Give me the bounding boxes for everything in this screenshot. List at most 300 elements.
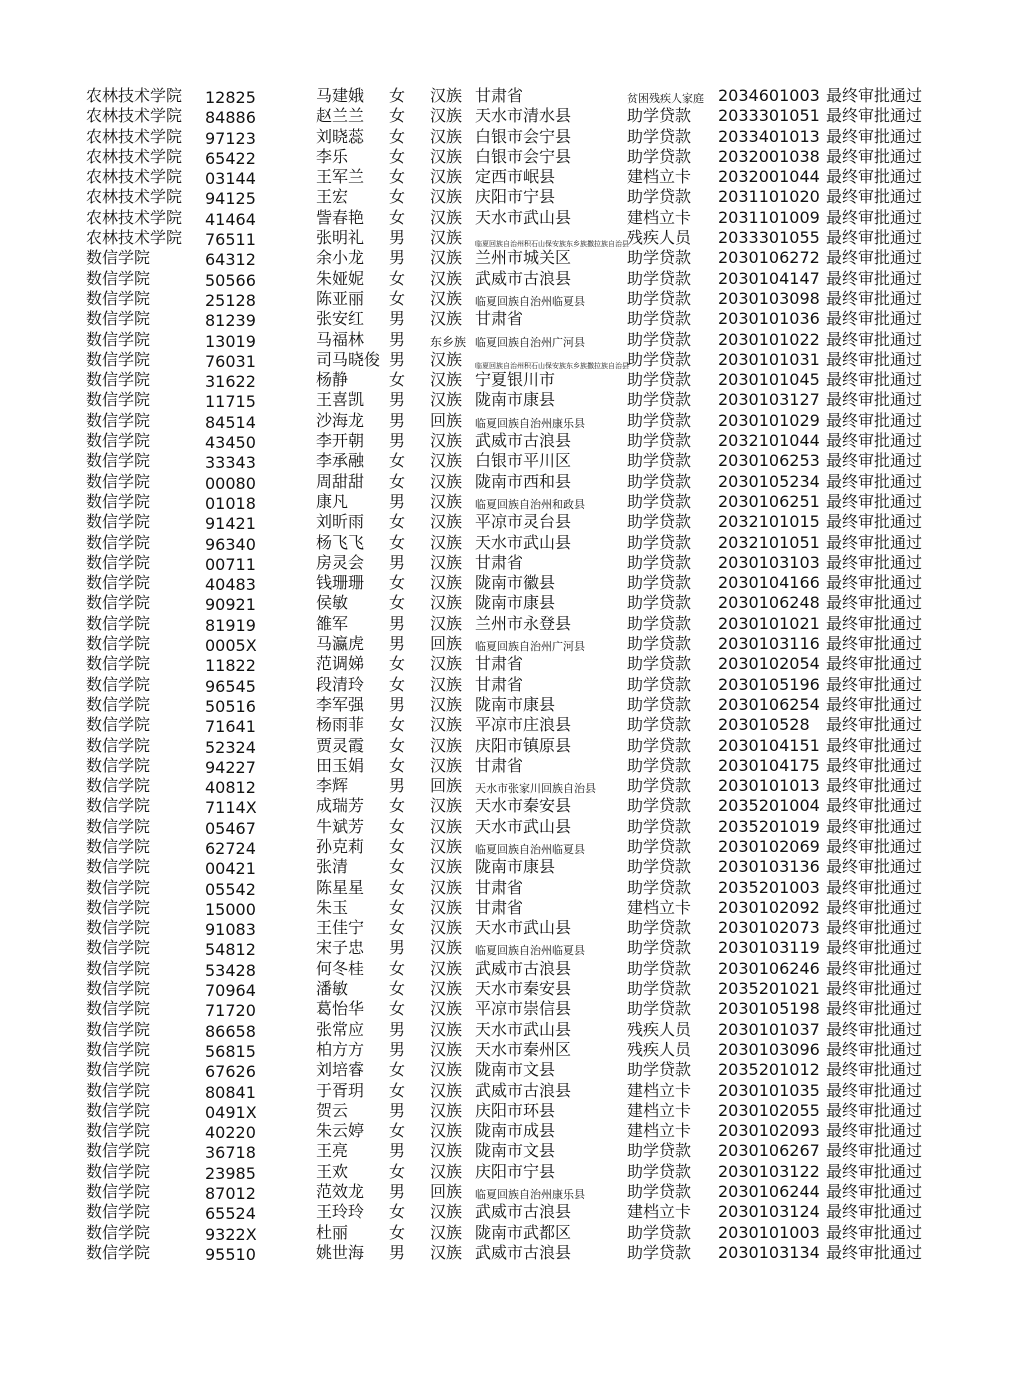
region-cell: 天水市武山县 xyxy=(475,532,572,552)
table-row xyxy=(86,1223,946,1243)
name-cell: 康凡 xyxy=(316,491,349,511)
table-row xyxy=(86,86,946,106)
name-cell: 潘敏 xyxy=(316,979,349,999)
student-id-cell: 41464 xyxy=(205,209,256,229)
gender-cell: 女 xyxy=(389,288,406,308)
ethnicity-cell: 汉族 xyxy=(430,755,463,775)
name-cell: 周甜甜 xyxy=(316,471,365,491)
region-cell: 武威市古浪县 xyxy=(475,958,572,978)
region-cell: 甘肃省 xyxy=(475,552,524,572)
status-cell: 最终审批通过 xyxy=(826,938,923,958)
ethnicity-cell: 汉族 xyxy=(430,918,463,938)
aid-type-cell: 助学贷款 xyxy=(627,979,692,999)
code-cell: 2030104151 xyxy=(718,735,820,755)
region-cell: 定西市岷县 xyxy=(475,167,556,187)
ethnicity-cell: 汉族 xyxy=(430,268,463,288)
college-cell: 数信学院 xyxy=(86,816,151,836)
region-cell: 临夏回族自治州广河县 xyxy=(475,640,585,654)
name-cell: 孙克莉 xyxy=(316,836,365,856)
gender-cell: 女 xyxy=(389,167,406,187)
region-cell: 临夏回族自治州和政县 xyxy=(475,497,585,511)
college-cell: 数信学院 xyxy=(86,329,151,349)
region-cell: 甘肃省 xyxy=(475,654,524,674)
college-cell: 数信学院 xyxy=(86,471,151,491)
table-row xyxy=(86,675,946,695)
college-cell: 农林技术学院 xyxy=(86,187,183,207)
name-cell: 杨静 xyxy=(316,370,349,390)
college-cell: 农林技术学院 xyxy=(86,126,183,146)
aid-type-cell: 助学贷款 xyxy=(627,370,692,390)
aid-type-cell: 助学贷款 xyxy=(627,329,692,349)
table-row xyxy=(86,411,946,431)
student-id-cell: 40483 xyxy=(205,575,256,595)
name-cell: 王喜凯 xyxy=(316,390,365,410)
ethnicity-cell: 汉族 xyxy=(430,248,463,268)
aid-type-cell: 助学贷款 xyxy=(627,755,692,775)
gender-cell: 女 xyxy=(389,877,406,897)
name-cell: 朱玉 xyxy=(316,897,349,917)
name-cell: 杨雨菲 xyxy=(316,715,365,735)
ethnicity-cell: 汉族 xyxy=(430,694,463,714)
code-cell: 2030104147 xyxy=(718,268,820,288)
aid-type-cell: 残疾人员 xyxy=(627,228,692,248)
status-cell: 最终审批通过 xyxy=(826,187,923,207)
name-cell: 陈亚丽 xyxy=(316,288,365,308)
region-cell: 庆阳市宁县 xyxy=(475,1161,556,1181)
region-cell: 临夏回族自治州康乐县 xyxy=(475,1188,585,1202)
status-cell: 最终审批通过 xyxy=(826,1242,923,1262)
aid-type-cell: 助学贷款 xyxy=(627,836,692,856)
name-cell: 成瑞芳 xyxy=(316,796,365,816)
status-cell: 最终审批通过 xyxy=(826,1182,923,1202)
college-cell: 数信学院 xyxy=(86,593,151,613)
college-cell: 数信学院 xyxy=(86,634,151,654)
name-cell: 王亮 xyxy=(316,1141,349,1161)
college-cell: 数信学院 xyxy=(86,1100,151,1120)
table-row xyxy=(86,1202,946,1222)
gender-cell: 女 xyxy=(389,999,406,1019)
gender-cell: 女 xyxy=(389,126,406,146)
college-cell: 数信学院 xyxy=(86,1242,151,1262)
student-id-cell: 05467 xyxy=(205,818,256,838)
table-row xyxy=(86,1101,946,1121)
college-cell: 农林技术学院 xyxy=(86,86,183,105)
student-id-cell: 56815 xyxy=(205,1041,256,1061)
name-cell: 雒军 xyxy=(316,613,349,633)
code-cell: 2030103127 xyxy=(718,390,820,410)
aid-type-cell: 助学贷款 xyxy=(627,1141,692,1161)
ethnicity-cell: 汉族 xyxy=(430,1222,463,1242)
table-row xyxy=(86,1060,946,1080)
ethnicity-cell: 汉族 xyxy=(430,370,463,390)
student-id-cell: 96545 xyxy=(205,676,256,696)
code-cell: 2032001038 xyxy=(718,146,820,166)
student-id-cell: 71641 xyxy=(205,717,256,737)
ethnicity-cell: 汉族 xyxy=(430,309,463,329)
name-cell: 刘晓蕊 xyxy=(316,126,365,146)
name-cell: 田玉娟 xyxy=(316,755,365,775)
aid-type-cell: 助学贷款 xyxy=(627,288,692,308)
aid-type-cell: 助学贷款 xyxy=(627,491,692,511)
code-cell: 2034601003 xyxy=(718,86,820,105)
code-cell: 2031101020 xyxy=(718,187,820,207)
table-row xyxy=(86,695,946,715)
status-cell: 最终审批通过 xyxy=(826,593,923,613)
ethnicity-cell: 汉族 xyxy=(430,126,463,146)
code-cell: 2030101037 xyxy=(718,1019,820,1039)
aid-type-cell: 助学贷款 xyxy=(627,106,692,126)
region-cell: 平凉市灵台县 xyxy=(475,512,572,532)
gender-cell: 男 xyxy=(389,349,406,369)
student-id-cell: 53428 xyxy=(205,960,256,980)
region-cell: 庆阳市环县 xyxy=(475,1100,556,1120)
gender-cell: 男 xyxy=(389,552,406,572)
ethnicity-cell: 汉族 xyxy=(430,1242,463,1262)
code-cell: 2030103098 xyxy=(718,288,820,308)
region-cell: 临夏回族自治州积石山保安族东乡族撒拉族自治县 xyxy=(475,240,629,249)
name-cell: 沙海龙 xyxy=(316,410,365,430)
aid-type-cell: 助学贷款 xyxy=(627,816,692,836)
aid-type-cell: 助学贷款 xyxy=(627,187,692,207)
student-id-cell: 62724 xyxy=(205,838,256,858)
name-cell: 范调娣 xyxy=(316,654,365,674)
region-cell: 宁夏银川市 xyxy=(475,370,556,390)
college-cell: 数信学院 xyxy=(86,897,151,917)
table-row xyxy=(86,1020,946,1040)
code-cell: 2030101013 xyxy=(718,776,820,796)
student-id-cell: 12825 xyxy=(205,88,256,107)
aid-type-cell: 残疾人员 xyxy=(627,1019,692,1039)
student-id-cell: 50516 xyxy=(205,696,256,716)
code-cell: 2030106254 xyxy=(718,694,820,714)
college-cell: 数信学院 xyxy=(86,877,151,897)
table-row xyxy=(86,1121,946,1141)
student-id-cell: 7114X xyxy=(205,798,257,818)
name-cell: 房灵会 xyxy=(316,552,365,572)
gender-cell: 男 xyxy=(389,1182,406,1202)
gender-cell: 女 xyxy=(389,918,406,938)
gender-cell: 女 xyxy=(389,573,406,593)
code-cell: 2030101029 xyxy=(718,410,820,430)
code-cell: 2030106248 xyxy=(718,593,820,613)
name-cell: 贺云 xyxy=(316,1100,349,1120)
ethnicity-cell: 汉族 xyxy=(430,938,463,958)
college-cell: 数信学院 xyxy=(86,431,151,451)
region-cell: 天水市武山县 xyxy=(475,918,572,938)
student-id-cell: 11822 xyxy=(205,656,256,676)
code-cell: 2030103122 xyxy=(718,1161,820,1181)
college-cell: 数信学院 xyxy=(86,613,151,633)
student-id-cell: 01018 xyxy=(205,493,256,513)
gender-cell: 女 xyxy=(389,1202,406,1222)
aid-type-cell: 建档立卡 xyxy=(627,897,692,917)
aid-type-cell: 助学贷款 xyxy=(627,146,692,166)
aid-type-cell: 建档立卡 xyxy=(627,207,692,227)
student-id-cell: 54812 xyxy=(205,940,256,960)
status-cell: 最终审批通过 xyxy=(826,1121,923,1141)
code-cell: 2030102073 xyxy=(718,918,820,938)
student-id-cell: 03144 xyxy=(205,169,256,189)
aid-type-cell: 助学贷款 xyxy=(627,796,692,816)
status-cell: 最终审批通过 xyxy=(826,1100,923,1120)
ethnicity-cell: 汉族 xyxy=(430,1080,463,1100)
student-id-cell: 15000 xyxy=(205,899,256,919)
college-cell: 数信学院 xyxy=(86,1039,151,1059)
code-cell: 2030101035 xyxy=(718,1080,820,1100)
table-row xyxy=(86,857,946,877)
ethnicity-cell: 汉族 xyxy=(430,86,463,105)
code-cell: 2032101051 xyxy=(718,532,820,552)
table-row xyxy=(86,553,946,573)
college-cell: 数信学院 xyxy=(86,512,151,532)
region-cell: 白银市会宁县 xyxy=(475,126,572,146)
gender-cell: 女 xyxy=(389,816,406,836)
status-cell: 最终审批通过 xyxy=(826,654,923,674)
name-cell: 王欢 xyxy=(316,1161,349,1181)
status-cell: 最终审批通过 xyxy=(826,674,923,694)
status-cell: 最终审批通过 xyxy=(826,836,923,856)
table-row xyxy=(86,979,946,999)
student-id-cell: 94125 xyxy=(205,189,256,209)
region-cell: 武威市古浪县 xyxy=(475,268,572,288)
table-row xyxy=(86,756,946,776)
code-cell: 2030104175 xyxy=(718,755,820,775)
status-cell: 最终审批通过 xyxy=(826,999,923,1019)
aid-type-cell: 建档立卡 xyxy=(627,1100,692,1120)
ethnicity-cell: 汉族 xyxy=(430,1161,463,1181)
name-cell: 陈星星 xyxy=(316,877,365,897)
name-cell: 刘昕雨 xyxy=(316,512,365,532)
student-id-cell: 05542 xyxy=(205,879,256,899)
aid-type-cell: 助学贷款 xyxy=(627,552,692,572)
region-cell: 临夏回族自治州临夏县 xyxy=(475,294,585,308)
gender-cell: 男 xyxy=(389,228,406,248)
table-row xyxy=(86,127,946,147)
region-cell: 陇南市康县 xyxy=(475,390,556,410)
region-cell: 临夏回族自治州广河县 xyxy=(475,335,585,349)
table-row xyxy=(86,472,946,492)
student-id-cell: 25128 xyxy=(205,290,256,310)
student-id-cell: 65422 xyxy=(205,148,256,168)
gender-cell: 女 xyxy=(389,512,406,532)
region-cell: 陇南市西和县 xyxy=(475,471,572,491)
aid-type-cell: 助学贷款 xyxy=(627,451,692,471)
aid-type-cell: 助学贷款 xyxy=(627,1060,692,1080)
name-cell: 李军强 xyxy=(316,694,365,714)
gender-cell: 女 xyxy=(389,1161,406,1181)
college-cell: 数信学院 xyxy=(86,735,151,755)
code-cell: 2035201003 xyxy=(718,877,820,897)
code-cell: 2030106267 xyxy=(718,1141,820,1161)
ethnicity-cell: 汉族 xyxy=(430,1100,463,1120)
ethnicity-cell: 汉族 xyxy=(430,836,463,856)
ethnicity-cell: 回族 xyxy=(430,776,463,796)
code-cell: 2030103096 xyxy=(718,1039,820,1059)
student-id-cell: 91421 xyxy=(205,514,256,534)
table-row xyxy=(86,147,946,167)
ethnicity-cell: 汉族 xyxy=(430,146,463,166)
code-cell: 2030106244 xyxy=(718,1182,820,1202)
college-cell: 数信学院 xyxy=(86,776,151,796)
name-cell: 李乐 xyxy=(316,146,349,166)
status-cell: 最终审批通过 xyxy=(826,309,923,329)
ethnicity-cell: 汉族 xyxy=(430,593,463,613)
aid-type-cell: 助学贷款 xyxy=(627,674,692,694)
status-cell: 最终审批通过 xyxy=(826,1039,923,1059)
student-id-cell: 00080 xyxy=(205,473,256,493)
code-cell: 2030103124 xyxy=(718,1202,820,1222)
student-id-cell: 71720 xyxy=(205,1001,256,1021)
aid-type-cell: 助学贷款 xyxy=(627,512,692,532)
code-cell: 2035201021 xyxy=(718,979,820,999)
aid-type-cell: 助学贷款 xyxy=(627,248,692,268)
aid-type-cell: 助学贷款 xyxy=(627,613,692,633)
ethnicity-cell: 汉族 xyxy=(430,796,463,816)
table-row xyxy=(86,451,946,471)
status-cell: 最终审批通过 xyxy=(826,1019,923,1039)
table-row xyxy=(86,573,946,593)
status-cell: 最终审批通过 xyxy=(826,613,923,633)
aid-type-cell: 助学贷款 xyxy=(627,349,692,369)
college-cell: 农林技术学院 xyxy=(86,106,183,126)
student-id-cell: 94227 xyxy=(205,757,256,777)
status-cell: 最终审批通过 xyxy=(826,1060,923,1080)
gender-cell: 女 xyxy=(389,1060,406,1080)
name-cell: 何冬桂 xyxy=(316,958,365,978)
status-cell: 最终审批通过 xyxy=(826,167,923,187)
region-cell: 武威市古浪县 xyxy=(475,1242,572,1262)
status-cell: 最终审批通过 xyxy=(826,694,923,714)
table-row xyxy=(86,289,946,309)
region-cell: 甘肃省 xyxy=(475,674,524,694)
gender-cell: 男 xyxy=(389,410,406,430)
status-cell: 最终审批通过 xyxy=(826,431,923,451)
college-cell: 数信学院 xyxy=(86,715,151,735)
gender-cell: 男 xyxy=(389,390,406,410)
code-cell: 2030105196 xyxy=(718,674,820,694)
aid-type-cell: 建档立卡 xyxy=(627,167,692,187)
status-cell: 最终审批通过 xyxy=(826,471,923,491)
student-id-cell: 00421 xyxy=(205,859,256,879)
gender-cell: 男 xyxy=(389,776,406,796)
code-cell: 2030101021 xyxy=(718,613,820,633)
name-cell: 侯敏 xyxy=(316,593,349,613)
code-cell: 2030106251 xyxy=(718,491,820,511)
gender-cell: 男 xyxy=(389,694,406,714)
aid-type-cell: 助学贷款 xyxy=(627,1222,692,1242)
name-cell: 李辉 xyxy=(316,776,349,796)
student-id-cell: 00711 xyxy=(205,554,256,574)
aid-type-cell: 助学贷款 xyxy=(627,410,692,430)
gender-cell: 女 xyxy=(389,187,406,207)
student-id-cell: 52324 xyxy=(205,737,256,757)
ethnicity-cell: 汉族 xyxy=(430,512,463,532)
student-id-cell: 40220 xyxy=(205,1123,256,1143)
college-cell: 数信学院 xyxy=(86,1019,151,1039)
college-cell: 数信学院 xyxy=(86,1182,151,1202)
aid-type-cell: 助学贷款 xyxy=(627,1182,692,1202)
student-id-cell: 0491X xyxy=(205,1102,257,1122)
college-cell: 数信学院 xyxy=(86,979,151,999)
college-cell: 数信学院 xyxy=(86,309,151,329)
table-row xyxy=(86,817,946,837)
code-cell: 2030103103 xyxy=(718,552,820,572)
table-row xyxy=(86,918,946,938)
college-cell: 数信学院 xyxy=(86,349,151,369)
name-cell: 葛怡华 xyxy=(316,999,365,1019)
name-cell: 赵兰兰 xyxy=(316,106,365,126)
code-cell: 2032001044 xyxy=(718,167,820,187)
table-row xyxy=(86,228,946,248)
name-cell: 朱云婷 xyxy=(316,1121,365,1141)
ethnicity-cell: 回族 xyxy=(430,410,463,430)
student-id-cell: 31622 xyxy=(205,372,256,392)
college-cell: 数信学院 xyxy=(86,1202,151,1222)
ethnicity-cell: 汉族 xyxy=(430,857,463,877)
region-cell: 天水市武山县 xyxy=(475,1019,572,1039)
student-id-cell: 65524 xyxy=(205,1204,256,1224)
ethnicity-cell: 汉族 xyxy=(430,816,463,836)
ethnicity-cell: 汉族 xyxy=(430,735,463,755)
name-cell: 王军兰 xyxy=(316,167,365,187)
region-cell: 陇南市康县 xyxy=(475,857,556,877)
code-cell: 2030101036 xyxy=(718,309,820,329)
college-cell: 数信学院 xyxy=(86,268,151,288)
college-cell: 农林技术学院 xyxy=(86,207,183,227)
aid-type-cell: 助学贷款 xyxy=(627,309,692,329)
student-id-cell: 81919 xyxy=(205,615,256,635)
status-cell: 最终审批通过 xyxy=(826,1202,923,1222)
region-cell: 临夏回族自治州积石山保安族东乡族撒拉族自治县 xyxy=(475,361,629,370)
code-cell: 2030106253 xyxy=(718,451,820,471)
college-cell: 数信学院 xyxy=(86,451,151,471)
ethnicity-cell: 汉族 xyxy=(430,207,463,227)
status-cell: 最终审批通过 xyxy=(826,248,923,268)
college-cell: 数信学院 xyxy=(86,654,151,674)
ethnicity-cell: 汉族 xyxy=(430,532,463,552)
status-cell: 最终审批通过 xyxy=(826,979,923,999)
aid-type-cell: 助学贷款 xyxy=(627,431,692,451)
aid-type-cell: 助学贷款 xyxy=(627,471,692,491)
ethnicity-cell: 汉族 xyxy=(430,431,463,451)
name-cell: 范效龙 xyxy=(316,1182,365,1202)
status-cell: 最终审批通过 xyxy=(826,532,923,552)
status-cell: 最终审批通过 xyxy=(826,390,923,410)
status-cell: 最终审批通过 xyxy=(826,816,923,836)
student-id-cell: 76511 xyxy=(205,230,256,250)
student-id-cell: 33343 xyxy=(205,453,256,473)
name-cell: 于胥玥 xyxy=(316,1080,365,1100)
table-row xyxy=(86,330,946,350)
table-row xyxy=(86,878,946,898)
table-row xyxy=(86,1243,946,1263)
name-cell: 柏方方 xyxy=(316,1039,365,1059)
status-cell: 最终审批通过 xyxy=(826,918,923,938)
college-cell: 数信学院 xyxy=(86,532,151,552)
name-cell: 余小龙 xyxy=(316,248,365,268)
aid-type-cell: 助学贷款 xyxy=(627,573,692,593)
region-cell: 甘肃省 xyxy=(475,755,524,775)
aid-type-cell: 助学贷款 xyxy=(627,735,692,755)
student-id-cell: 9322X xyxy=(205,1224,257,1244)
gender-cell: 女 xyxy=(389,796,406,816)
table-row xyxy=(86,1081,946,1101)
ethnicity-cell: 汉族 xyxy=(430,187,463,207)
gender-cell: 男 xyxy=(389,938,406,958)
student-id-cell: 91083 xyxy=(205,920,256,940)
ethnicity-cell: 汉族 xyxy=(430,979,463,999)
region-cell: 武威市古浪县 xyxy=(475,1202,572,1222)
